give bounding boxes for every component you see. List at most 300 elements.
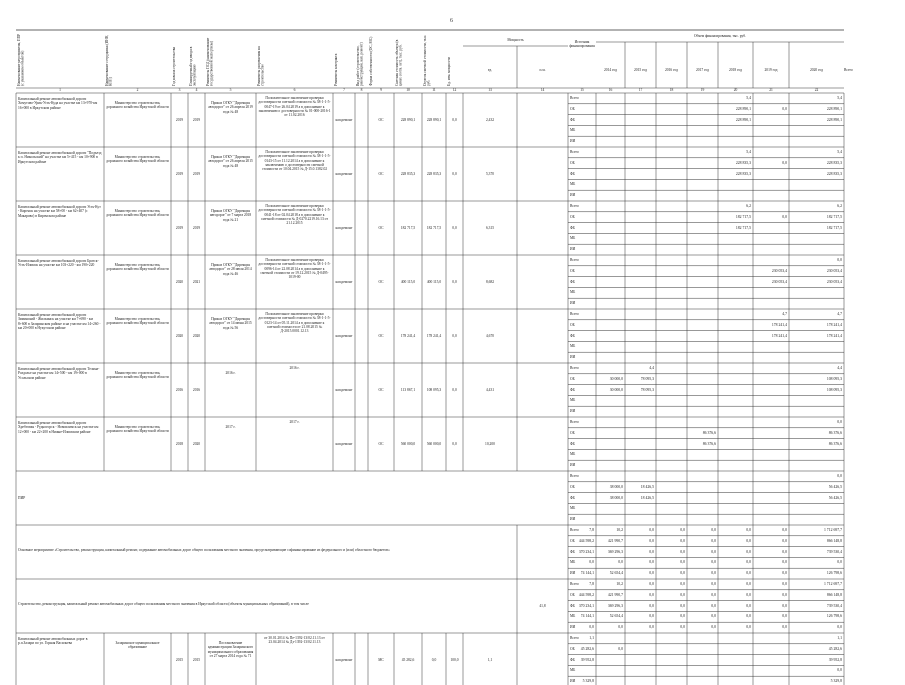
header-ist-fin: Источник финансирования <box>569 40 595 49</box>
value-cell: 0,0 <box>782 582 787 586</box>
value-cell: 7,8 <box>589 582 594 586</box>
value-cell: 370 234,1 <box>578 603 594 608</box>
value-cell: 0,0 <box>680 571 685 576</box>
value-cell: 0,0 <box>711 582 716 586</box>
value-cell: 1 712 697,7 <box>823 528 842 532</box>
object-1-cap: 0,0 <box>452 172 457 176</box>
object-2-name: Капитальный ремонт автомобильной дороги Усть-Кут - Киренск на участке км 58+00 - км 62+407 (с Макарово) в Киренском районе <box>18 205 101 218</box>
header-km: п.м. <box>539 68 546 72</box>
object-5-kind: кап.ремонт <box>335 388 353 392</box>
col-number-6: 6 <box>293 88 296 92</box>
object-3-kind: кап.ремонт <box>335 280 353 284</box>
value-cell: 444 598,2 <box>578 538 594 543</box>
object-2-y1: 2019 <box>175 226 184 230</box>
value-cell: 0,0 <box>589 560 594 565</box>
src-label: ФБ <box>570 603 575 608</box>
value-cell: 6,2 <box>746 204 751 208</box>
object-4-cap: 0,0 <box>452 334 457 338</box>
src-label: МБ <box>570 668 576 673</box>
value-cell: 0,0 <box>680 614 685 619</box>
value-cell: 0,0 <box>746 614 751 619</box>
object-0-kind: кап.ремонт <box>335 118 353 122</box>
object-1-kind: кап.ремонт <box>335 172 353 176</box>
header-year-3: 2017 год <box>696 68 709 72</box>
src-label: ОБ <box>570 538 575 543</box>
value-cell: 0,0 <box>680 560 685 565</box>
src-label: ФБ <box>570 441 575 446</box>
value-cell: 0,0 <box>782 528 787 532</box>
value-cell: 126 798,6 <box>826 571 842 576</box>
header-moshchnost: Мощность <box>507 38 524 42</box>
value-cell: 228 890,1 <box>735 106 751 111</box>
object-6-cost: 560 000,0 <box>400 442 416 446</box>
value-cell: 0,0 <box>782 592 787 597</box>
object-1-psd: Приказ ОГКУ "Дирекция автодорог" от 26 апреля 2015 года № 48 <box>208 155 253 168</box>
value-cell: 0,0 <box>649 614 654 619</box>
value-cell: 228 835,3 <box>826 171 842 176</box>
value-cell: 5,4 <box>837 150 842 154</box>
src-label: МБ <box>570 290 576 295</box>
value-cell: 0,0 <box>680 549 685 554</box>
value-cell: 866 148,8 <box>826 592 842 597</box>
header-year-2: 2016 год <box>665 68 678 72</box>
object-6-customer: Министерство строительства, дорожного хозяйства Иркутской области <box>106 425 169 434</box>
value-cell: 0,0 <box>649 592 654 597</box>
value-cell: 0,0 <box>680 538 685 543</box>
value-cell: 0,0 <box>782 106 787 111</box>
value-cell: 739 530,4 <box>826 603 842 608</box>
object-5-cost: 113 867,1 <box>400 388 416 392</box>
object-0-form: ОС <box>378 118 384 122</box>
value-cell: 0,0 <box>649 560 654 565</box>
value-cell: 0,0 <box>680 582 685 586</box>
value-cell: 52 654,4 <box>609 571 623 576</box>
value-cell: 0,0 <box>649 582 654 586</box>
value-cell: 86 376,6 <box>702 441 716 446</box>
value-cell: 0,0 <box>680 625 685 630</box>
object-last-form: МС <box>378 658 384 662</box>
value-cell: 0,0 <box>618 625 623 630</box>
header-year-7: Всего <box>844 68 853 72</box>
object-6-len: 10,200 <box>485 442 495 446</box>
object-last-y2: 2015 <box>192 658 201 662</box>
value-cell: 0,0 <box>746 592 751 597</box>
header-col-5: Реквизиты ПСД (наименование государственной экспертизы) <box>206 37 214 86</box>
value-cell: 182 717,5 <box>735 214 751 219</box>
value-cell: 0,0 <box>711 560 716 565</box>
col-number-5: 5 <box>229 88 232 92</box>
value-cell: 5 329,8 <box>830 679 842 684</box>
src-label: ОБ <box>570 322 575 327</box>
object-0-psd: Приказ ОГКУ "Дирекция автодорог" от 26 апреля 2019 года № 48 <box>208 101 253 114</box>
value-cell: 0,0 <box>837 668 842 673</box>
src-label: ОБ <box>570 484 575 489</box>
object-last-len: 1,1 <box>487 658 493 662</box>
value-cell: 178 241,4 <box>771 333 787 338</box>
src-label: ФБ <box>570 171 575 176</box>
value-cell: 0,0 <box>649 625 654 630</box>
object-2-y2: 2019 <box>192 226 201 230</box>
src-label: ОБ <box>570 268 575 273</box>
src-label: ИИ <box>570 409 576 414</box>
col-number-14: 14 <box>540 88 545 92</box>
value-cell: 5,4 <box>746 150 751 154</box>
value-cell: 370 234,1 <box>578 549 594 554</box>
object-last-psd: Постановление администрации Заларинского муниципального образования от 27 марта 2014 года № 71 <box>207 641 254 658</box>
col-number-13: 13 <box>488 88 492 92</box>
value-cell: 4,4 <box>649 366 654 370</box>
value-cell: 0,0 <box>782 571 787 576</box>
value-cell: 0,0 <box>649 549 654 554</box>
value-cell: 0,0 <box>711 603 716 608</box>
header-year-0: 2014 год <box>604 68 617 72</box>
object-4-form: ОС <box>378 334 384 338</box>
object-4-cost: 178 241,4 <box>400 334 416 338</box>
object-6-form: ОС <box>378 442 384 446</box>
object-4-y2: 2020 <box>192 334 201 338</box>
value-cell: 1,1 <box>589 636 594 640</box>
src-label: Всего <box>570 636 579 640</box>
object-6-kind: кап.ремонт <box>335 442 353 446</box>
value-cell: 0,0 <box>746 549 751 554</box>
value-cell: 5 329,8 <box>582 679 594 684</box>
value-cell: 0,0 <box>711 528 716 532</box>
object-5-name: Капитальный ремонт автомобильной дороги Тельма-Раздолье на участке км 14+500 - км 19+000 в Усольском районе <box>18 367 100 380</box>
col-number-17: 17 <box>638 88 643 92</box>
src-label: ОБ <box>570 376 575 381</box>
value-cell: 0,0 <box>746 571 751 576</box>
col-number-22: 22 <box>814 88 819 92</box>
object-last-customer: Заларинское муниципальное образование <box>115 641 160 650</box>
object-4-rest: 178 241,4 <box>426 334 442 338</box>
object-3-cap: 0,0 <box>452 280 457 284</box>
header-year-1: 2015 год <box>634 68 647 72</box>
value-cell: 230 053,4 <box>826 279 842 284</box>
value-cell: 5,4 <box>746 96 751 100</box>
ppr-label: ПИР <box>18 496 26 500</box>
src-label: ФБ <box>570 549 575 554</box>
col-number-1: 1 <box>59 88 61 92</box>
src-label: ИИ <box>570 139 576 144</box>
col-number-19: 19 <box>700 88 705 92</box>
object-1-len: 5,370 <box>485 172 495 176</box>
header-col-9: Форма собственности (ОС, МС) <box>369 36 373 86</box>
value-cell: 0,0 <box>837 625 842 630</box>
object-1-y1: 2019 <box>175 172 184 176</box>
value-cell: 0,0 <box>782 160 787 165</box>
src-label: ИИ <box>570 463 576 468</box>
value-cell: 0,0 <box>680 528 685 532</box>
object-3-customer: Министерство строительства, дорожного хозяйства Иркутской области <box>106 263 169 272</box>
object-last-y1: 2015 <box>175 658 184 662</box>
summary-municipal-label: Строительство, реконструкция, капитальный ремонт автомобильных дорог общего пользования местного значения в Иркутской области (объекты муниципальных образований), в том числе <box>18 602 309 606</box>
object-5-y1: 2016 <box>175 388 184 392</box>
object-1-name: Капитальный ремонт автомобильной дороги "Подъезд к п. Никольский" на участке км 5+415 - км 10+900 в Иркутском районе <box>18 151 102 164</box>
object-2-len: 6,315 <box>485 226 495 230</box>
value-cell: 182 717,5 <box>826 225 842 230</box>
header-year-6: 2020 год <box>810 68 823 72</box>
value-cell: 45 282,6 <box>828 646 842 651</box>
header-ed: ед. <box>487 68 493 72</box>
value-cell: 78 095,3 <box>640 387 654 392</box>
object-4-len: 4,670 <box>485 334 495 338</box>
value-cell: 45 282,6 <box>580 646 594 651</box>
value-cell: 10,2 <box>616 528 623 532</box>
value-cell: 52 654,4 <box>609 614 623 619</box>
header-col-8: Вид работ (строительство, реконструкция, кап. ремонт) <box>356 42 364 86</box>
object-2-kind: кап.ремонт <box>335 226 353 230</box>
src-label: ФБ <box>570 225 575 230</box>
object-0-y2: 2019 <box>192 118 201 122</box>
financing-table <box>16 30 895 684</box>
object-1-form: ОС <box>378 172 384 176</box>
value-cell: 126 798,6 <box>826 614 842 619</box>
value-cell: 78 095,3 <box>640 376 654 381</box>
object-0-cap: 0,0 <box>452 118 457 122</box>
header-obem: Объем финансирования, тыс. руб. <box>694 34 746 38</box>
object-0-cost: 228 890,1 <box>400 118 416 122</box>
object-5-y2: 2016 <box>192 388 201 392</box>
src-label: ФБ <box>570 333 575 338</box>
value-cell: 0,0 <box>746 603 751 608</box>
src-label: ОБ <box>570 592 575 597</box>
value-cell: 0,0 <box>782 560 787 565</box>
value-cell: 0,0 <box>837 420 842 424</box>
col-number-18: 18 <box>669 88 674 92</box>
src-label: МБ <box>570 344 576 349</box>
value-cell: 0,0 <box>618 646 623 651</box>
col-number-12: 12 <box>452 88 457 92</box>
src-label: ФБ <box>570 495 575 500</box>
src-label: ИИ <box>570 301 576 306</box>
object-2-contract: Положительное заключение проверки достоверности сметной стоимости № 38-1-1-5-0041-18 от 02.04.2018 а в дополнение к сметной стоимости № Д-0270.2219.16.13 от 21.12.2015 <box>258 204 331 226</box>
object-6-y1: 2018 <box>175 442 184 446</box>
value-cell: 4,7 <box>782 312 787 316</box>
value-cell: 6,2 <box>837 204 842 208</box>
object-5-len: 4,431 <box>485 388 495 392</box>
col-number-9: 9 <box>380 88 382 92</box>
header-col-10: Сметная стоимость объекта (в ценах соотв. лет), тыс. руб. <box>395 39 403 86</box>
object-0-rest: 228 890,1 <box>426 118 442 122</box>
src-label: ИИ <box>570 679 576 684</box>
value-cell: 108 095,3 <box>826 387 842 392</box>
src-label: ИИ <box>570 517 576 522</box>
object-2-cap: 0,0 <box>452 226 457 230</box>
value-cell: 4,7 <box>837 312 842 316</box>
value-cell: 739 530,4 <box>826 549 842 554</box>
value-cell: 0,0 <box>782 603 787 608</box>
value-cell: 178 241,4 <box>771 322 787 327</box>
value-cell: 86 376,6 <box>828 430 842 435</box>
object-1-cost: 228 835,3 <box>400 172 416 176</box>
value-cell: 18 426,5 <box>640 495 654 500</box>
page-number: 6 <box>450 18 453 24</box>
src-label: ФБ <box>570 387 575 392</box>
value-cell: 4,4 <box>837 366 842 370</box>
object-0-name: Капитальный ремонт автомобильной дороги Хомутово-Урик-Усть-Куда на участке км 13+970-км 16+000 в Иркутском районе <box>18 97 98 110</box>
value-cell: 0,0 <box>649 528 654 532</box>
value-cell: 39 952,8 <box>580 657 594 662</box>
value-cell: 0,0 <box>782 214 787 219</box>
object-4-name: Капитальный ремонт автомобильной дороги Зиминский - Жилкинск на участке км 7+690 - км 8+600 в Заларинском районе и на участке км 14+260 - км 20+000 в Нукутском районе <box>18 313 101 330</box>
object-2-customer: Министерство строительства, дорожного хозяйства Иркутской области <box>106 209 169 218</box>
src-label: Всего <box>570 582 579 586</box>
value-cell: 10,2 <box>616 582 623 586</box>
header-col-1: Наименование мероприятия, ППР (с указанием объектов) <box>17 33 25 86</box>
object-3-y2: 2021 <box>192 280 201 284</box>
object-2-rest: 182 717,5 <box>426 226 442 230</box>
value-cell: 182 717,5 <box>826 214 842 219</box>
value-cell: 30 000,0 <box>609 387 623 392</box>
header-col-6: Реквизиты разрешения на строительство <box>257 46 265 86</box>
src-label: ИИ <box>570 625 576 630</box>
object-4-contract: Положительное заключение проверки достоверности сметной стоимости № 38-1-1-5-0123-14 от 05.11.2014 а в дополнение к сметной стоимости от 21.08.2015 № Д-2015.0001.12.13 <box>258 312 331 334</box>
col-number-4: 4 <box>195 88 198 92</box>
object-6-psd: 2017 г. <box>225 425 236 429</box>
src-label: ФБ <box>570 657 575 662</box>
src-label: ОБ <box>570 160 575 165</box>
object-2-psd: Приказ ОГКУ "Дирекция автодорог" от 7 марта 2018 года № 21 <box>209 209 252 222</box>
value-cell: 18 426,5 <box>640 484 654 489</box>
src-label: Всего <box>570 204 579 208</box>
src-label: МБ <box>570 182 576 187</box>
object-4-customer: Министерство строительства, дорожного хозяйства Иркутской области <box>106 317 169 326</box>
src-label: Всего <box>570 312 579 316</box>
value-cell: 0,0 <box>618 560 623 565</box>
src-label: ИИ <box>570 193 576 198</box>
value-cell: 38 000,0 <box>609 495 623 500</box>
object-3-y1: 2020 <box>175 280 184 284</box>
src-label: МБ <box>570 128 576 133</box>
value-cell: 0,0 <box>782 549 787 554</box>
header-col-12: Ед. изм. мощности <box>447 57 451 86</box>
value-cell: 421 990,7 <box>607 538 623 543</box>
value-cell: 0,0 <box>782 625 787 630</box>
object-last-kind: кап.ремонт <box>335 658 353 662</box>
header-col-11: Остаток сметной стоимости, тыс. руб. <box>423 34 431 86</box>
value-cell: 0,0 <box>680 592 685 597</box>
object-0-customer: Министерство строительства, дорожного хозяйства Иркутской области <box>106 101 169 110</box>
value-cell: 0,0 <box>782 538 787 543</box>
src-label: Всего <box>570 96 579 100</box>
object-4-y1: 2020 <box>175 334 184 338</box>
object-4-kind: кап.ремонт <box>335 334 353 338</box>
value-cell: 0,0 <box>711 625 716 630</box>
value-cell: 74 144,1 <box>580 614 594 619</box>
col-number-15: 15 <box>580 88 584 92</box>
col-number-3: 3 <box>178 88 181 92</box>
src-label: ОБ <box>570 430 575 435</box>
value-cell: 38 000,0 <box>609 484 623 489</box>
src-label: Всего <box>570 366 579 370</box>
object-5-contract: 2016 г. <box>289 366 300 370</box>
src-label: Всего <box>570 420 579 424</box>
value-cell: 228 890,1 <box>735 117 751 122</box>
object-5-cap: 0,0 <box>452 388 457 392</box>
object-5-form: ОС <box>378 388 384 392</box>
object-3-psd: Приказ ОГКУ "Дирекция автодорог" от 28 июля 2014 года № 46 <box>209 263 252 276</box>
object-5-rest: 108 095,3 <box>426 388 442 392</box>
value-cell: 228 835,3 <box>826 160 842 165</box>
header-col-4: Планируемый год ввода в эксплуатацию <box>189 46 197 86</box>
value-cell: 1,1 <box>837 636 842 640</box>
object-last-cap: 100,0 <box>450 658 459 662</box>
value-cell: 0,0 <box>782 614 787 619</box>
value-cell: 0,0 <box>649 571 654 576</box>
object-6-rest: 560 000,0 <box>426 442 442 446</box>
object-last-contract: от 30.01.2014 № Пе-1392-13/02.11.13 от 23.04.2014 № Дз-1392-13/02.11.13 <box>264 636 325 645</box>
src-label: Всего <box>570 150 579 154</box>
value-cell: 444 598,2 <box>578 592 594 597</box>
src-label: Всего <box>570 258 579 262</box>
value-cell: 0,0 <box>589 625 594 630</box>
object-4-psd: Приказ ОГКУ "Дирекция автодорог" от 14 июня 2015 года № 56 <box>209 317 252 330</box>
header-col-7: Реквизиты контракта <box>334 53 338 86</box>
value-cell: 0,0 <box>837 474 842 478</box>
summary-municipal-num: 41,8 <box>539 604 546 608</box>
value-cell: 421 990,7 <box>607 592 623 597</box>
value-cell: 30 000,0 <box>609 376 623 381</box>
value-cell: 230 053,4 <box>826 268 842 273</box>
object-1-y2: 2019 <box>192 172 201 176</box>
value-cell: 56 426,5 <box>828 495 842 500</box>
value-cell: 86 376,6 <box>702 430 716 435</box>
header-year-5: 2019 год <box>764 68 778 72</box>
value-cell: 228 835,3 <box>735 160 751 165</box>
value-cell: 74 144,1 <box>580 571 594 576</box>
header-col-2: Наименование сотрудника (ИНН, КПП) <box>105 34 113 86</box>
value-cell: 0,0 <box>649 603 654 608</box>
src-label: ФБ <box>570 279 575 284</box>
header-col-3: Год начала строительства <box>172 46 176 86</box>
object-5-customer: Министерство строительства, дорожного хозяйства Иркутской области <box>106 371 169 380</box>
col-number-21: 21 <box>769 88 773 92</box>
value-cell: 1 712 697,7 <box>823 582 842 586</box>
value-cell: 0,0 <box>746 582 751 586</box>
object-6-name: Капитальный ремонт автомобильной дороги Хребтовая - Рудногорск - Новоилимск на участке км 12+000 - км 22+200 в Нижне-Илимском районе <box>18 421 99 434</box>
value-cell: 369 296,3 <box>607 549 623 554</box>
object-3-contract: Положительное заключение проверки достоверности сметной стоимости № 38-1-1-5-0096-14 от 22.08.2014 а в дополнение к сметной стоимости от 19.12.2015 № Д-0495-1019-00 <box>258 258 331 280</box>
value-cell: 230 053,4 <box>771 279 787 284</box>
value-cell: 39 952,8 <box>828 657 842 662</box>
value-cell: 0,0 <box>746 538 751 543</box>
object-last-cost: 45 282,6 <box>401 658 415 662</box>
col-number-8: 8 <box>360 88 363 92</box>
src-label: МБ <box>570 452 576 457</box>
object-last-name: Капитальный ремонт автомобильных дорог в р.п.Залари по ул. Горная Васильева <box>18 637 88 646</box>
value-cell: 228 890,1 <box>826 117 842 122</box>
value-cell: 178 241,4 <box>826 322 842 327</box>
col-number-16: 16 <box>608 88 613 92</box>
object-0-contract: Положительное заключение проверки достоверности сметной стоимости № 38-1-1-5-0047-19 от 26.04.2019 а в дополнение к заключению о достоверности № 01-000-2016-1 от 11.02.2016 <box>258 96 331 118</box>
src-label: ОБ <box>570 214 575 219</box>
value-cell: 228 835,3 <box>735 171 751 176</box>
value-cell: 369 296,3 <box>607 603 623 608</box>
value-cell: 0,0 <box>711 538 716 543</box>
value-cell: 230 053,4 <box>771 268 787 273</box>
value-cell: 182 717,5 <box>735 225 751 230</box>
value-cell: 0,0 <box>837 258 842 262</box>
header-year-4: 2018 год <box>729 68 742 72</box>
value-cell: 7,8 <box>589 528 594 532</box>
src-label: Всего <box>570 474 579 478</box>
value-cell: 0,0 <box>711 592 716 597</box>
object-3-len: 8,682 <box>485 280 495 284</box>
col-number-7: 7 <box>343 88 345 92</box>
summary-main-label: Основное мероприятие «Строительство, реконструкция, капитальный ремонт, содержание автомобильных дорог общего пользования местного значения, предусматривающие софинансирование из федерального и (или) областного бюджетов» <box>18 548 390 552</box>
object-last-rest: 0,0 <box>431 658 437 662</box>
object-1-rest: 228 835,3 <box>426 172 442 176</box>
